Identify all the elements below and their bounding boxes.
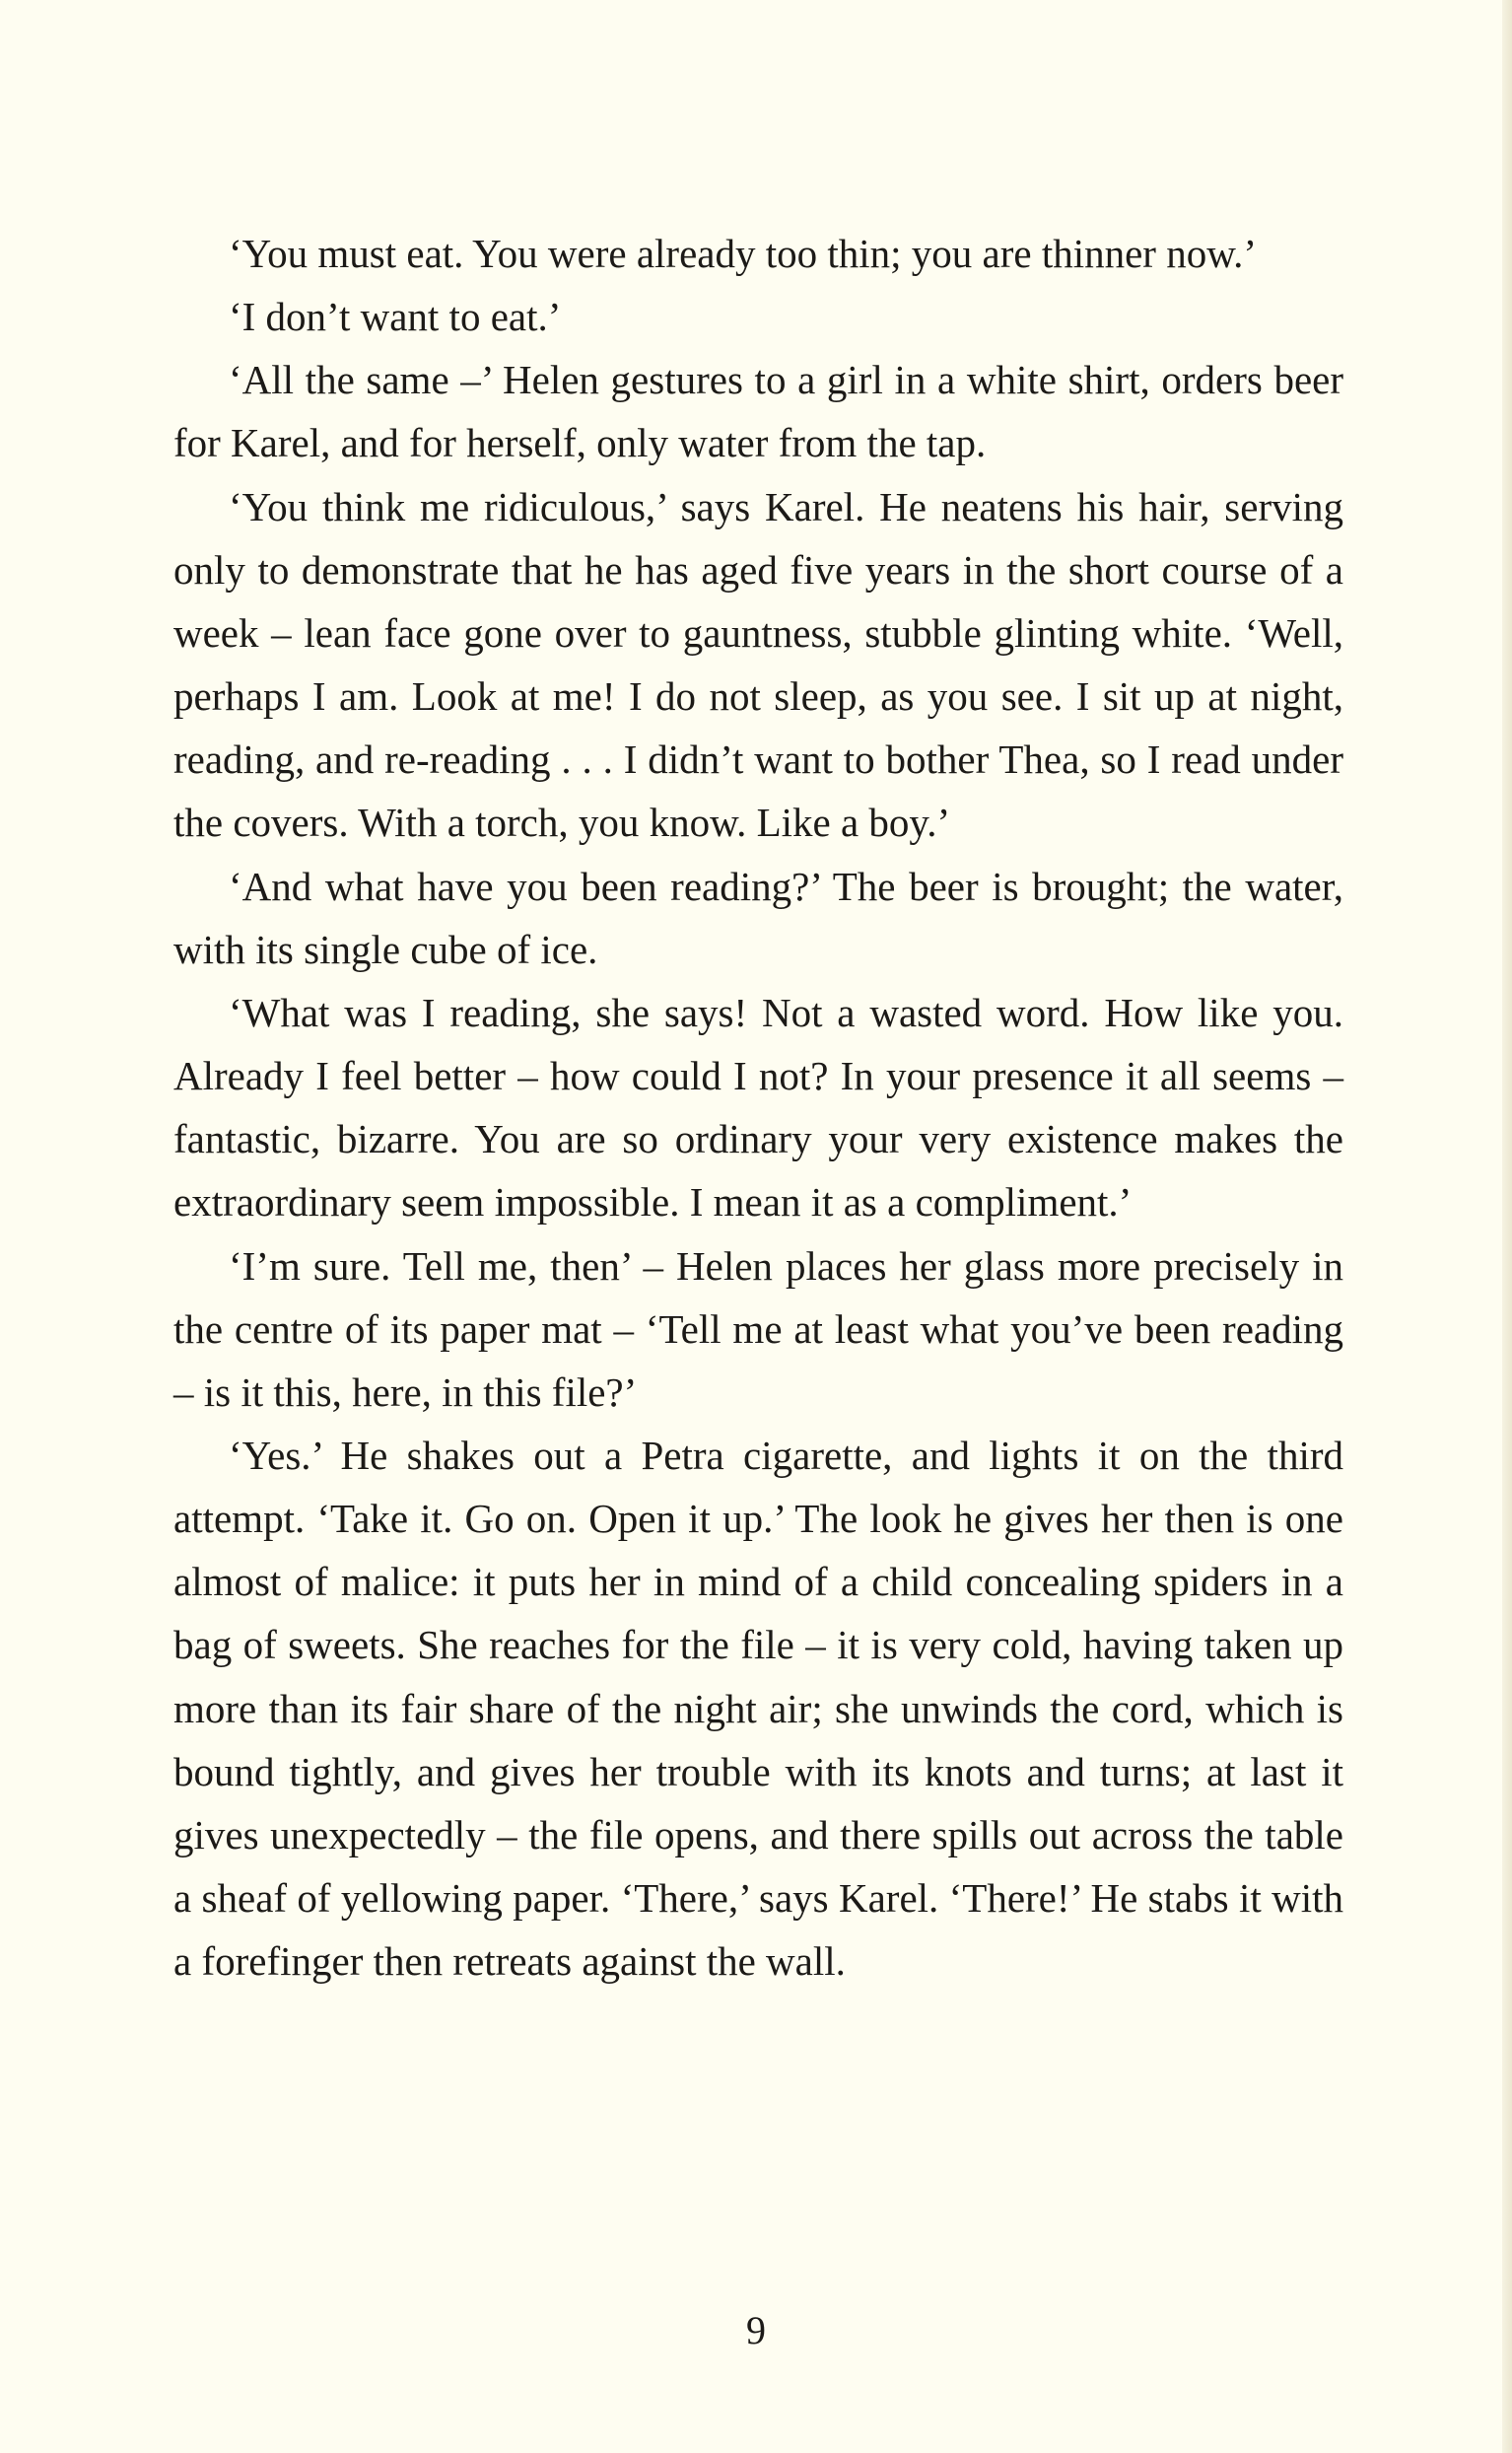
paragraph-5: ‘And what have you been reading?’ The beer is brought; the water, with its single cube of ice.: [173, 863, 1343, 972]
paragraph-2: ‘I don’t want to eat.’: [229, 294, 562, 340]
paragraph-1: ‘You must eat. You were already too thin; you are thinner now.’: [229, 231, 1258, 276]
paragraph-3: ‘All the same –’ Helen gestures to a girl in a white shirt, orders beer for Karel, and for herself, only water from the tap.: [173, 357, 1343, 466]
paragraph-7: ‘I’m sure. Tell me, then’ – Helen places her glass more precisely in the centre of its paper mat – ‘Tell me at least what you’ve been reading – is it this, here, in this file?’: [173, 1242, 1343, 1415]
paragraph-8: ‘Yes.’ He shakes out a Petra cigarette, and lights it on the third attempt. ‘Take it. Go on. Open it up.’ The look he gives her then is one almost of malice: it puts her in mind of a child concealing spiders in a bag of sweets. She reaches for the file – it is very cold, having taken up more than its fair share of the night air; she unwinds the cord, which is bound tightly, and gives her trouble with its knots and turns; at last it gives unexpectedly – the file opens, and there spills out across the table a sheaf of yellowing paper. ‘There,’ says Karel. ‘There!’ He stabs it with a forefinger then retreats against the wall.: [173, 1432, 1343, 1985]
page-number: 9: [746, 2308, 766, 2352]
paragraph-4: ‘You think me ridiculous,’ says Karel. He neatens his hair, serving only to demonstrate that he has aged five years in the short course of a week – lean face gone over to gauntness, stubble glinting white. ‘Well, perhaps I am. Look at me! I do not sleep, as you see. I sit up at night, reading, and re-reading . . . I didn’t want to bother Thea, so I read under the covers. With a torch, you know. Like a boy.’: [173, 483, 1343, 846]
body-text: [173, 222, 1343, 1993]
page-edge: [1502, 0, 1512, 2453]
paragraph-6: ‘What was I reading, she says! Not a wasted word. How like you. Already I feel better – how could I not? In your presence it all seems – fantastic, bizarre. You are so ordinary your very existence makes the extraordinary seem impossible. I mean it as a compliment.’: [173, 989, 1343, 1226]
